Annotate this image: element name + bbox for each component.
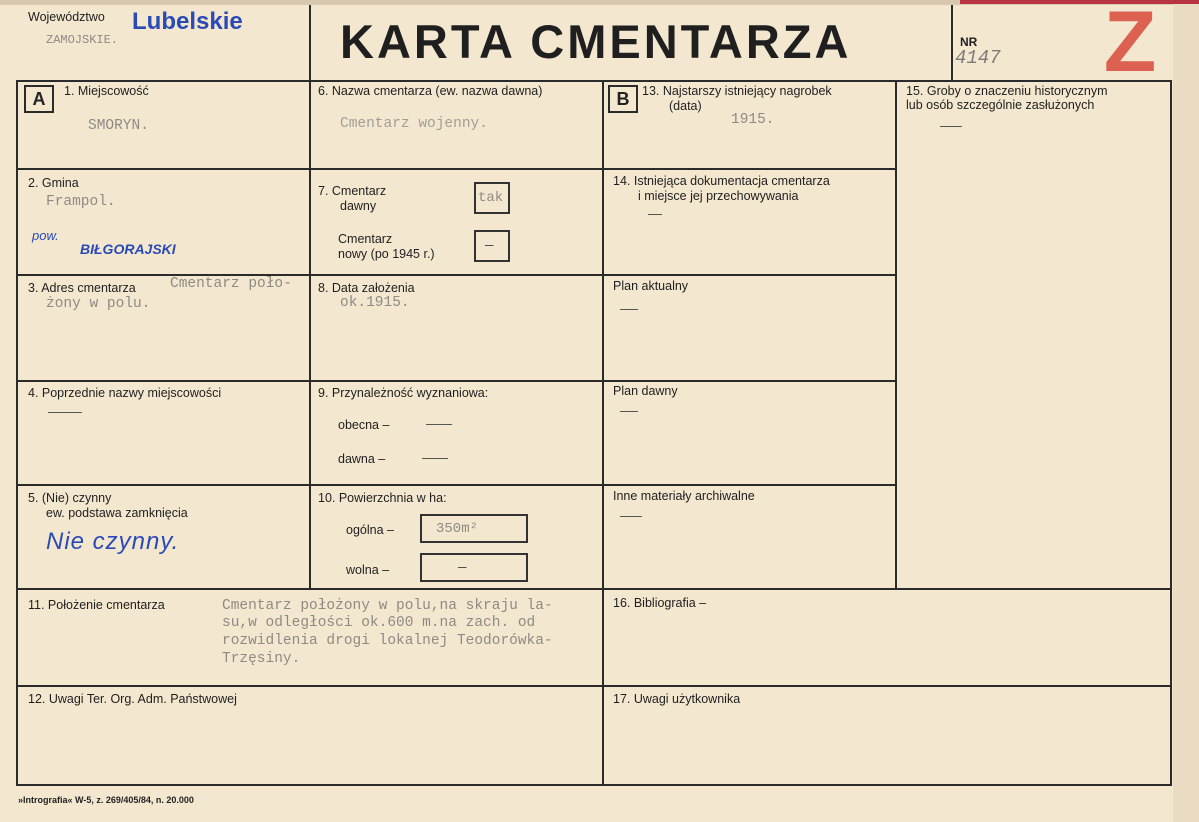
- field-10-wolna-value: —: [458, 560, 467, 576]
- field-3-value-line1: Cmentarz poło-: [170, 276, 292, 292]
- rule: [895, 80, 897, 588]
- print-footer: »Intrografia« W-5, z. 269/405/84, n. 20.000: [18, 795, 194, 805]
- page-title: KARTA CMENTARZA: [340, 15, 852, 68]
- section-a-marker: A: [24, 85, 54, 113]
- wojewodztwo-stamp: Lubelskie: [132, 8, 243, 35]
- rule: [951, 5, 953, 80]
- nr-value: 4147: [955, 47, 1001, 69]
- field-15-label-line1: 15. Groby o znaczeniu historycznym: [906, 84, 1108, 98]
- field-14-label-line2: i miejsce jej przechowywania: [638, 189, 799, 203]
- field-1-label: 1. Miejscowość: [64, 84, 149, 98]
- red-z-stamp: Z: [1103, 0, 1157, 90]
- rule: [16, 274, 896, 276]
- plan-dawny-label: Plan dawny: [613, 384, 678, 398]
- field-11-line4: Trzęsiny.: [222, 651, 301, 667]
- field-11-line3: rozwidlenia drogi lokalnej Teodorówka-: [222, 633, 553, 649]
- rule: [16, 484, 896, 486]
- nr-label: NR: [960, 35, 978, 49]
- field-13-label-line2: (data): [669, 99, 702, 113]
- field-7-dawny-value: tak: [478, 190, 504, 206]
- field-7-dawny-label: dawny: [340, 199, 377, 213]
- field-17-label: 17. Uwagi użytkownika: [613, 692, 741, 706]
- wojewodztwo-typed: ZAMOJSKIE.: [46, 33, 119, 47]
- inne-materialy-label: Inne materiały archiwalne: [613, 489, 755, 503]
- field-3-label: 3. Adres cmentarza: [28, 281, 136, 295]
- field-5-value: Nie czynny.: [46, 528, 180, 555]
- field-7-dawny-box: [474, 182, 510, 214]
- field-3-value-line2: żony w polu.: [46, 296, 151, 312]
- field-5-label-line2: ew. podstawa zamknięcia: [46, 506, 188, 520]
- rule: [16, 685, 1172, 687]
- field-7-label: 7. Cmentarz: [318, 184, 387, 198]
- field-14-label-line1: 14. Istniejąca dokumentacja cmentarza: [613, 174, 830, 188]
- field-10-label: 10. Powierzchnia w ha:: [318, 491, 447, 505]
- rule: [16, 380, 896, 382]
- plan-aktualny-label: Plan aktualny: [613, 279, 689, 293]
- field-10-ogolna-value: 350m²: [436, 521, 479, 537]
- field-6-value: Cmentarz wojenny.: [340, 116, 488, 132]
- field-7-nowy-line2: nowy (po 1945 r.): [338, 247, 435, 261]
- wojewodztwo-label: Województwo: [28, 10, 105, 24]
- field-10-ogolna-box: [420, 514, 528, 543]
- field-11-line2: su,w odległości ok.600 m.na zach. od: [222, 615, 536, 631]
- field-10-wolna: wolna –: [346, 563, 390, 577]
- field-9-obecna-dash: [426, 424, 452, 425]
- inne-materialy-dash: [620, 516, 642, 517]
- field-4-dash: [48, 412, 82, 413]
- field-14-dash: [648, 214, 662, 215]
- rule: [16, 80, 1172, 82]
- pow-label: pow.: [32, 228, 59, 243]
- field-10-wolna-box: [420, 553, 528, 582]
- field-9-dawna-dash: [422, 458, 448, 459]
- section-b-marker: B: [608, 85, 638, 113]
- field-15-dash: [940, 126, 962, 127]
- rule: [603, 168, 895, 170]
- field-1-value: SMORYN.: [88, 118, 149, 134]
- field-5-label-line1: 5. (Nie) czynny: [28, 491, 112, 505]
- field-15-label-line2: lub osób szczególnie zasłużonych: [906, 98, 1095, 112]
- card-right-edge: [1173, 0, 1199, 822]
- rule: [16, 80, 18, 786]
- field-9-label: 9. Przynależność wyznaniowa:: [318, 386, 489, 400]
- plan-dawny-dash: [620, 411, 638, 412]
- field-2-label: 2. Gmina: [28, 176, 79, 190]
- field-6-label: 6. Nazwa cmentarza (ew. nazwa dawna): [318, 84, 543, 98]
- field-7-nowy-box: [474, 230, 510, 262]
- field-16-label: 16. Bibliografia –: [613, 596, 707, 610]
- field-8-value: ok.1915.: [340, 295, 410, 311]
- rule: [16, 784, 1172, 786]
- field-13-label-line1: 13. Najstarszy istniejący nagrobek: [642, 84, 832, 98]
- field-13-value: 1915.: [731, 112, 775, 128]
- field-4-label: 4. Poprzednie nazwy miejscowości: [28, 386, 222, 400]
- field-7-nowy-line1: Cmentarz: [338, 232, 393, 246]
- field-9-dawna: dawna –: [338, 452, 386, 466]
- rule: [1170, 80, 1172, 786]
- rule: [602, 80, 604, 786]
- plan-aktualny-dash: [620, 309, 638, 310]
- rule: [16, 588, 1172, 590]
- field-11-label: 11. Położenie cmentarza: [28, 598, 165, 612]
- field-10-ogolna: ogólna –: [346, 523, 394, 537]
- field-8-label: 8. Data założenia: [318, 281, 415, 295]
- field-2-value: Frampol.: [46, 194, 116, 210]
- rule: [309, 5, 311, 588]
- pow-value: BIŁGORAJSKI: [80, 241, 176, 257]
- field-9-obecna: obecna –: [338, 418, 390, 432]
- field-7-nowy-value: —: [485, 238, 494, 254]
- field-11-line1: Cmentarz położony w polu,na skraju la-: [222, 598, 553, 614]
- field-12-label: 12. Uwagi Ter. Org. Adm. Państwowej: [28, 692, 237, 706]
